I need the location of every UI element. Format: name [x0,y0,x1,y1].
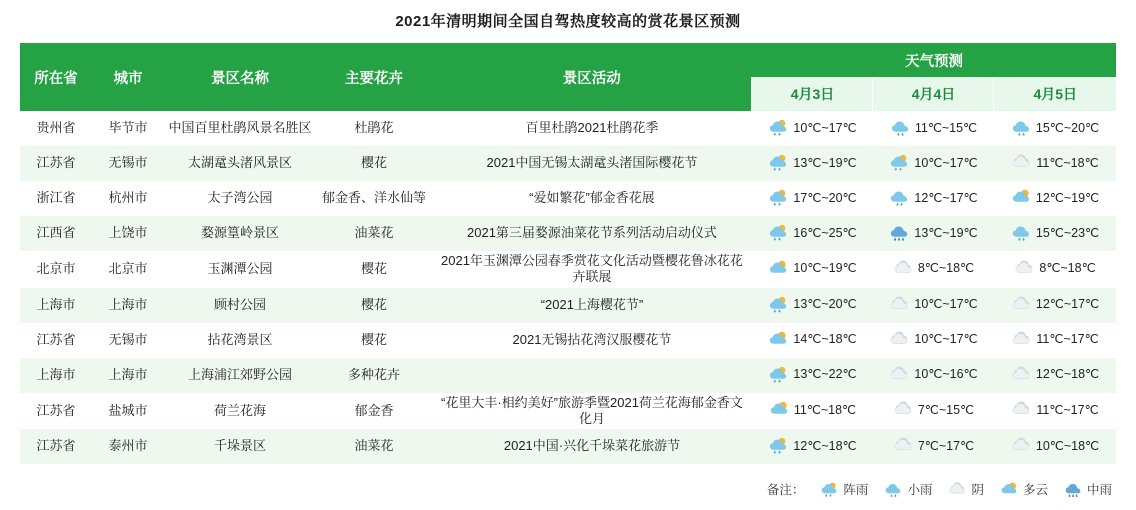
cell-weather-day3 [994,181,1116,216]
cell-city: 无锡市 [108,155,148,171]
cell-weather-day1-text: 12℃~18℃ [793,438,857,453]
legend-item-label: 多云 [1022,482,1048,497]
cloudy-icon [768,329,789,350]
overcast-icon [889,294,910,315]
cell-weather-day1-text: 17℃~20℃ [793,190,857,205]
cell-city: 毕节市 [108,120,148,136]
cell-weather-day3-text: 10℃~18℃ [1035,438,1100,453]
table-row [20,358,1116,393]
cell-activity: “花里大丰·相约美好”旅游季暨2021荷兰花海郁金香文化月 [441,394,743,426]
shower-icon [768,364,789,385]
cell-weather-day2 [873,358,994,393]
shower-icon [768,117,789,138]
cell-flower: 樱花 [360,155,387,171]
cell-activity: 2021年玉渊潭公园春季赏花文化活动暨樱花鲁冰花花卉联展 [441,253,743,285]
cell-weather-day2-text: 10℃~17℃ [914,155,978,170]
shower-icon [768,222,789,243]
col-header-day1: 4月3日 [752,77,873,111]
cell-weather-day2-text: 8℃~18℃ [917,261,975,276]
cell-weather-day1-text: 11℃~18℃ [793,402,857,417]
col-header-day3: 4月5日 [994,77,1116,111]
cell-weather-day1-text: 13℃~20℃ [793,297,857,312]
cell-weather-day1 [752,111,873,146]
cell-scenic: 顾村公园 [213,296,266,312]
overcast-icon [889,329,910,350]
table-head [20,43,1116,111]
table-row [20,323,1116,358]
cell-weather-day1-text: 13℃~22℃ [793,367,857,382]
cell-province: 江苏省 [36,155,76,171]
overcast-icon [948,480,967,499]
cloudy-icon [1000,480,1019,499]
overcast-icon [1014,258,1035,279]
legend-item-label: 中雨 [1086,482,1112,497]
moderate-rain-icon [889,222,910,243]
cell-flower: 油菜花 [354,225,394,241]
cell-weather-day2-text: 10℃~17℃ [914,297,978,312]
cell-scenic: 太子湾公园 [207,190,273,206]
cell-weather-day2 [873,216,994,251]
cell-weather-day3-text: 11℃~17℃ [1036,402,1099,417]
table-row [20,288,1116,323]
overcast-icon [893,258,914,279]
col-header-province: 所在省 [20,43,92,111]
cell-weather-day2 [873,393,994,430]
cell-scenic: 荷兰花海 [213,402,266,418]
legend-item [1000,480,1048,500]
table-row [20,146,1116,181]
cell-weather-day3-text: 12℃~18℃ [1035,367,1100,382]
legend-item-label: 阴 [971,482,984,497]
light-rain-icon [889,187,910,208]
cell-weather-day3 [994,323,1116,358]
cell-weather-day3-text: 8℃~18℃ [1039,261,1096,276]
cell-flower: 樱花 [360,296,387,312]
cell-weather-day1 [752,393,873,430]
cell-city: 上海市 [108,366,148,382]
cell-weather-day1-text: 14℃~18℃ [793,332,857,347]
cell-activity: “2021上海樱花节” [540,296,644,312]
cell-flower: 郁金香、洋水仙等 [321,190,426,206]
cell-weather-day1 [752,216,873,251]
cell-activity: “爱如繁花”郁金香花展 [529,190,655,206]
overcast-icon [1011,329,1032,350]
overcast-icon [1011,294,1032,315]
cell-province: 上海市 [36,366,76,382]
cell-weather-day2-text: 7℃~15℃ [917,402,975,417]
cell-province: 北京市 [36,261,76,277]
legend [767,480,1112,500]
cell-activity: 2021第三届婺源油菜花节系列活动启动仪式 [467,225,717,241]
overcast-icon [1011,399,1032,420]
col-header-flower: 主要花卉 [316,43,432,111]
cell-city: 无锡市 [108,331,148,347]
cell-weather-day1 [752,181,873,216]
cell-flower: 郁金香 [354,402,394,418]
overcast-icon [1011,435,1032,456]
table-row [20,251,1116,288]
forecast-table [20,43,1116,464]
cell-province: 江苏省 [36,438,76,454]
overcast-icon [1011,152,1032,173]
col-header-city: 城市 [92,43,164,111]
cell-weather-day1 [752,323,873,358]
light-rain-icon [884,480,903,499]
page-title: 2021年清明期间全国自驾热度较高的赏花景区预测 [395,13,741,30]
light-rain-icon [1011,222,1032,243]
cell-city: 上海市 [108,296,148,312]
cell-weather-day3-text: 11℃~18℃ [1036,155,1099,170]
shower-icon [768,152,789,173]
cell-city: 杭州市 [108,190,148,206]
shower-icon [820,480,839,499]
table-row [20,429,1116,464]
cell-province: 江西省 [36,225,76,241]
cell-weather-day3-text: 11℃~17℃ [1036,332,1099,347]
cell-scenic: 太湖鼋头渚风景区 [187,155,292,171]
shower-icon [768,435,789,456]
cell-scenic: 上海浦江郊野公园 [187,366,292,382]
col-header-activity: 景区活动 [432,43,752,111]
legend-item [948,480,984,500]
cell-weather-day2 [873,251,994,288]
cell-weather-day2 [873,181,994,216]
cell-province: 江苏省 [36,331,76,347]
cell-weather-day1 [752,288,873,323]
cell-weather-day1-text: 10℃~19℃ [793,261,857,276]
cell-weather-day3 [994,393,1116,430]
col-header-day2: 4月4日 [873,77,994,111]
cell-weather-day3 [994,216,1116,251]
cell-province: 江苏省 [36,402,76,418]
cell-weather-day2 [873,288,994,323]
legend-item [884,480,932,500]
legend-label: 备注： [766,482,805,497]
cell-weather-day1 [752,251,873,288]
legend-item-label: 阵雨 [843,482,869,497]
cell-activity: 2021无锡拈花湾汉服樱花节 [512,331,672,347]
cell-weather-day3 [994,429,1116,464]
table-row [20,181,1116,216]
cell-activity [432,358,752,393]
table-row [20,216,1116,251]
cell-weather-day3-text: 15℃~23℃ [1035,225,1100,240]
overcast-icon [893,399,914,420]
cell-city: 盐城市 [108,402,148,418]
shower-icon [768,187,789,208]
cell-weather-day3-text: 12℃~19℃ [1035,190,1100,205]
cell-weather-day2-text: 10℃~17℃ [914,332,978,347]
table-body [20,111,1116,464]
cell-weather-day1 [752,358,873,393]
cell-activity: 2021中国无锡太湖鼋头渚国际樱花节 [486,155,698,171]
cell-weather-day2-text: 11℃~15℃ [914,120,978,135]
cell-weather-day3 [994,111,1116,146]
cell-scenic: 中国百里杜鹃风景名胜区 [168,120,312,136]
shower-icon [768,294,789,315]
cloudy-icon [1011,187,1032,208]
legend-item [1064,480,1112,500]
cell-weather-day3 [994,288,1116,323]
cell-scenic: 拈花湾景区 [207,331,273,347]
legend-item-label: 小雨 [907,482,933,497]
cell-weather-day3 [994,251,1116,288]
cell-activity: 百里杜鹃2021杜鹃花季 [525,120,659,136]
cell-flower: 油菜花 [354,438,394,454]
cell-province: 上海市 [36,296,76,312]
cell-city: 北京市 [108,261,148,277]
cell-weather-day3-text: 15℃~20℃ [1035,120,1100,135]
cell-flower: 樱花 [360,331,387,347]
overcast-icon [893,435,914,456]
cell-weather-day2-text: 12℃~17℃ [914,190,978,205]
cell-scenic: 玉渊潭公园 [207,261,273,277]
cell-weather-day3 [994,358,1116,393]
col-header-weather: 天气预测 [752,43,1116,77]
cell-weather-day2 [873,323,994,358]
cell-scenic: 婺源篁岭景区 [200,225,279,241]
cloudy-icon [768,258,789,279]
cell-city: 上饶市 [108,225,148,241]
cell-weather-day2 [873,111,994,146]
light-rain-icon [1011,117,1032,138]
cell-weather-day3 [994,146,1116,181]
cell-weather-day2-text: 7℃~17℃ [917,438,975,453]
cell-province: 浙江省 [36,190,76,206]
cell-flower: 多种花卉 [347,366,400,382]
cell-weather-day3-text: 12℃~17℃ [1035,297,1100,312]
cloudy-icon [769,399,790,420]
cell-weather-day1 [752,146,873,181]
light-rain-icon [890,117,911,138]
overcast-icon [1011,364,1032,385]
cell-flower: 杜鹃花 [354,120,394,136]
table-row [20,393,1116,430]
overcast-icon [889,364,910,385]
cell-weather-day1-text: 10℃~17℃ [793,120,857,135]
cell-activity: 2021中国·兴化千垛菜花旅游节 [503,438,681,454]
cell-city: 泰州市 [108,438,148,454]
cell-weather-day2-text: 13℃~19℃ [914,225,978,240]
cell-weather-day1 [752,429,873,464]
cell-weather-day2 [873,146,994,181]
cell-province: 贵州省 [36,120,76,136]
moderate-rain-icon [1064,480,1083,499]
col-header-scenic: 景区名称 [164,43,316,111]
cell-scenic: 千垛景区 [213,438,266,454]
cell-weather-day1-text: 13℃~19℃ [793,155,857,170]
legend-item [820,480,868,500]
cell-weather-day1-text: 16℃~25℃ [793,225,857,240]
table-row [20,111,1116,146]
cell-weather-day2-text: 10℃~16℃ [914,367,978,382]
shower-icon [889,152,910,173]
cell-flower: 樱花 [360,261,387,277]
cell-weather-day2 [873,429,994,464]
